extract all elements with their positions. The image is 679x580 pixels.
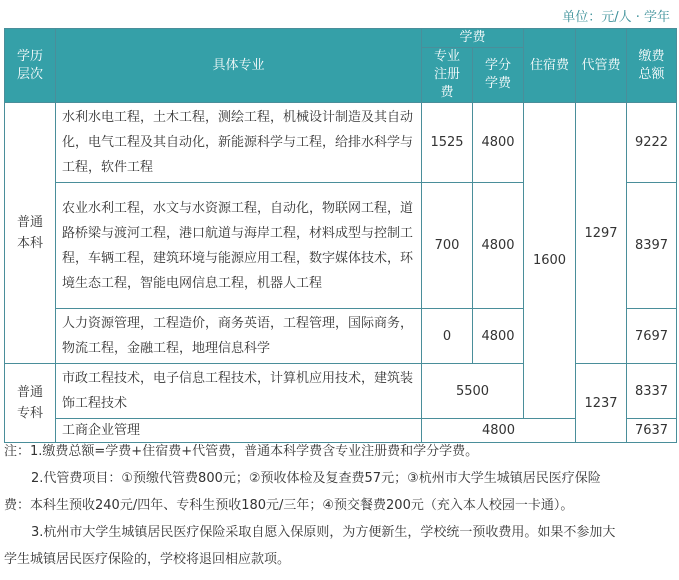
note-2-line-1: 2.代管费项目：①预缴代管费800元；②预收体检及复查费57元；③杭州市大学生城镇居民医疗保险 [31, 471, 601, 486]
notes [4, 438, 676, 573]
tuition-cell: 4800 [422, 419, 576, 443]
unit-label: 单位：元/人 · 学年 [562, 10, 670, 25]
credit-cell: 4800 [473, 309, 524, 364]
table-row [5, 364, 677, 419]
agency-zhuanke-cell: 1237 [576, 364, 627, 443]
majors-cell: 人力资源管理，工程造价，商务英语，工程管理，国际商务，物流工程，金融工程，地理信息科学 [56, 309, 422, 364]
header-row-1 [5, 29, 677, 48]
header-agency: 代管费 [576, 29, 627, 103]
header-total: 缴费总额 [627, 29, 677, 103]
level-zhuanke: 普通专科 [5, 364, 56, 443]
majors-cell: 农业水利工程，水文与水资源工程，自动化，物联网工程，道路桥梁与渡河工程，港口航道与海岸工程，材料成型与控制工程，车辆工程，建筑环境与能源应用工程，数字媒体技术，环境生态工程，智能电网信息工程，机器人工程 [56, 183, 422, 309]
note-2-line-2: 费：本科生预收240元/四年、专科生预收180元/三年；④预交餐费200元（充入本人校园一卡通）。 [4, 498, 574, 513]
note-1: 注：1.缴费总额=学费+住宿费+代管费，普通本科学费含专业注册费和学分学费。 [4, 444, 479, 459]
total-cell: 7697 [627, 309, 677, 364]
tuition-cell: 5500 [422, 364, 524, 419]
header-major: 具体专业 [56, 29, 422, 103]
header-credit: 学分学费 [473, 48, 524, 103]
total-cell: 8397 [627, 183, 677, 309]
header-accommodation: 住宿费 [524, 29, 576, 103]
fee-table [4, 28, 677, 443]
total-cell: 8337 [627, 364, 677, 419]
header-tuition: 学费 [422, 29, 524, 48]
majors-cell: 市政工程技术，电子信息工程技术，计算机应用技术，建筑装饰工程技术 [56, 364, 422, 419]
level-benke: 普通本科 [5, 103, 56, 364]
credit-cell: 4800 [473, 183, 524, 309]
total-cell: 7637 [627, 419, 677, 443]
majors-cell: 工商企业管理 [56, 419, 422, 443]
header-registration: 专业注册费 [422, 48, 473, 103]
table-row [5, 103, 677, 183]
registration-cell: 700 [422, 183, 473, 309]
agency-benke-cell: 1297 [576, 103, 627, 364]
credit-cell: 4800 [473, 103, 524, 183]
header-level: 学历层次 [5, 29, 56, 103]
note-3-line-1: 3.杭州市大学生城镇居民医疗保险采取自愿入保原则，为方便新生，学校统一预收费用。如果不参加大 [31, 525, 616, 540]
total-cell: 9222 [627, 103, 677, 183]
majors-cell: 水利水电工程，土木工程，测绘工程，机械设计制造及其自动化，电气工程及其自动化，新能源科学与工程，给排水科学与工程，软件工程 [56, 103, 422, 183]
note-3-line-2: 学生城镇居民医疗保险的，学校将退回相应款项。 [4, 552, 291, 567]
registration-cell: 1525 [422, 103, 473, 183]
accommodation-cell: 1600 [524, 103, 576, 419]
registration-cell: 0 [422, 309, 473, 364]
